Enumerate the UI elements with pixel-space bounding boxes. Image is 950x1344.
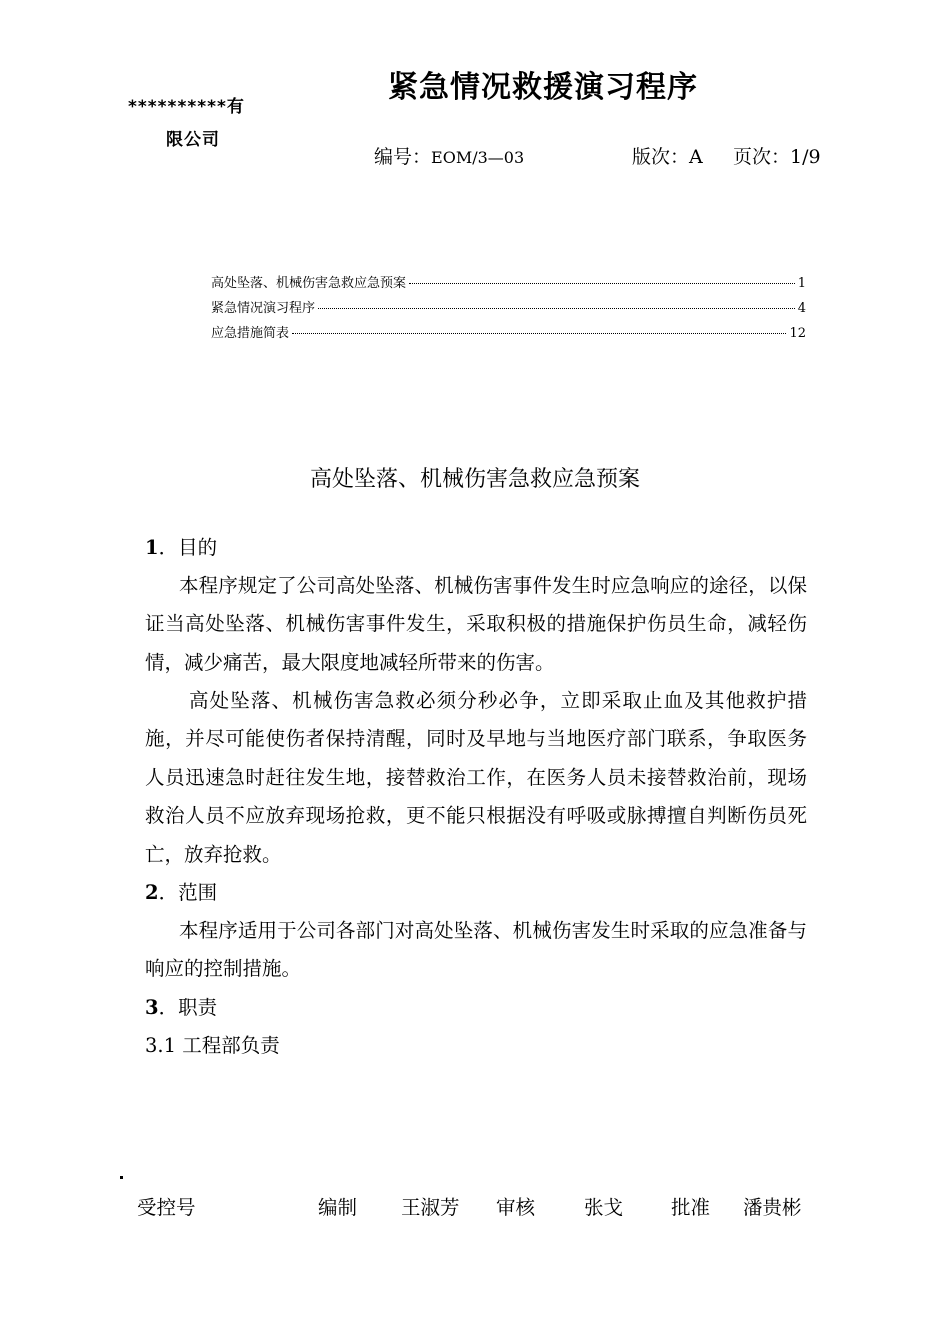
footer-reviewed-label: 审核 <box>496 1196 536 1219</box>
toc-leader <box>318 308 795 309</box>
heading-text: 职责 <box>178 996 218 1019</box>
document-number <box>374 142 524 169</box>
heading-text: 目的 <box>178 536 218 559</box>
heading-purpose: 1．目的 <box>145 536 218 559</box>
heading-responsibilities: 3．职责 <box>145 996 218 1019</box>
footer-approved-name: 潘贵彬 <box>743 1196 802 1219</box>
footer-prepared-name: 王淑芳 <box>401 1196 460 1219</box>
toc-leader <box>409 283 795 284</box>
toc-entry-page: 4 <box>797 301 806 316</box>
toc-entry[interactable] <box>211 297 806 316</box>
toc-entry[interactable] <box>211 272 806 291</box>
heading-number: 1 <box>145 536 159 559</box>
purpose-paragraph-1: 本程序规定了公司高处坠落、机械伤害事件发生时应急响应的途径，以保证当高处坠落、机械伤害事件发生，采取积极的措施保护伤员生命，减轻伤情，减少痛苦，最大限度地减轻所带来的伤害。 <box>145 574 807 674</box>
document-version: 版次：A <box>632 146 703 168</box>
company-name-line2: 限公司 <box>166 130 220 150</box>
toc-entry-page: 12 <box>789 326 806 341</box>
footer-approved-label: 批准 <box>671 1196 711 1219</box>
company-name-line1: **********有 <box>128 97 245 117</box>
footer-reviewed-name: 张戈 <box>584 1196 624 1219</box>
document-page: 页次：1/9 <box>733 146 821 168</box>
footer-prepared-label: 编制 <box>318 1196 358 1219</box>
document-number-value: EOM/3—03 <box>431 148 525 167</box>
scope-paragraph: 本程序适用于公司各部门对高处坠落、机械伤害发生时采取的应急准备与响应的控制措施。 <box>145 919 807 981</box>
heading-scope: 2．范围 <box>145 881 218 904</box>
toc-entry-title: 应急措施简表 <box>211 326 290 341</box>
toc-leader <box>292 333 786 334</box>
toc-entry-page: 1 <box>797 276 806 291</box>
toc-entry-title: 高处坠落、机械伤害急救应急预案 <box>211 276 407 291</box>
subheading-3-1: 3.1 工程部负责 <box>145 1034 280 1057</box>
footer-mark <box>120 1176 123 1179</box>
section-title: 高处坠落、机械伤害急救应急预案 <box>309 467 640 492</box>
heading-text: 范围 <box>178 881 218 904</box>
toc-entry[interactable] <box>211 322 806 341</box>
purpose-paragraph-2: 高处坠落、机械伤害急救必须分秒必争，立即采取止血及其他救护措施，并尽可能使伤者保持清醒，同时及早地与当地医疗部门联系，争取医务人员迅速急时赶往发生地，接替救治工作，在医务人员未接替救治前，现场救治人员不应放弃现场抢救，更不能只根据没有呼吸或脉搏擅自判断伤员死亡，放弃抢救。 <box>145 689 807 866</box>
document-title: 紧急情况救援演习程序 <box>388 70 698 105</box>
heading-number: 2 <box>145 881 159 904</box>
footer-control-label: 受控号 <box>137 1196 196 1219</box>
toc-entry-title: 紧急情况演习程序 <box>211 301 316 316</box>
heading-number: 3 <box>145 996 159 1019</box>
document-number-label: 编号： <box>374 146 432 168</box>
